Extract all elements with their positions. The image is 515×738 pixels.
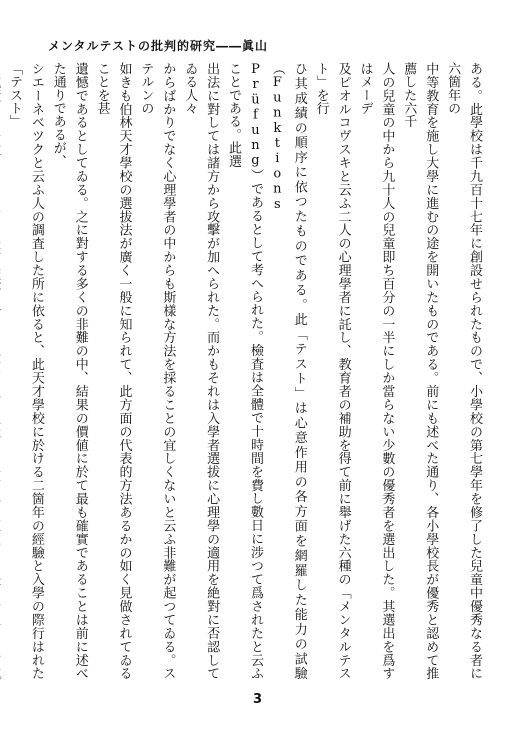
running-title: メンタルテストの批判的研究――眞山 (48, 39, 269, 53)
text-line: 遺憾であるとしてゐる。之に對する多くの非難の中、結果の價値に於て最も確實であることは前に述べた通りであるが、 (50, 62, 88, 680)
text-line: 人の兒童の中から九十人の兒童即ち百分の一半にしか當らない少數の優秀者を選出した。其選出を爲すはメーデ (357, 62, 395, 680)
text-line: 出法に對しては諸方から攻擊が加へられた。而かもそれは入學者選拔に心理學の適用を絶對に否認してゐる人々 (182, 62, 220, 680)
page-number: 3 (252, 692, 263, 707)
text-line: Prüfung）であるとして考へられた。檢査は全體で十時間を費し數日に涉つて爲されたと云ふことである。此選 (226, 62, 263, 680)
text-line: ある。此學校は千九百十七年に創設せられたもので、小學校の第七學年を修了した兒童中優秀なる者に六箇年の (445, 62, 482, 680)
text-line: からばかりでなく心理學者の中からも斯樣な方法を採ることの宜しくないと云ふ非難が起つてゐる。ステルンの (138, 62, 176, 680)
text-line (0, 62, 3, 680)
text-line: 如きも伯林天才學校の選拔法が廣く一般に知られて、此方面の代表的方法あるかの如く見做されてゐることを甚 (94, 62, 132, 680)
body-text (6, 62, 485, 680)
text-line: ひ其成績の順序に依つたものである。此「テスト」は心意作用の各方面を網羅した能力の試驗（Funktions (269, 62, 307, 680)
text-line: 中等教育を施し大學に進むの途を開いたものである。前にも述べた通り、各小學校長が優秀と認めて推薦した六千 (401, 62, 439, 680)
text-line: シエーネベツクと云ふ人の調査した所に依ると、此天才學校に於ける二箇年の經驗と入學の際行はれた「テスト」 (6, 62, 44, 680)
text-line: 及ピオルコヴスキと云ふ二人の心理學者に託し、教育者の補助を得て前に舉げた六種の「メンタルテスト」を行 (313, 62, 351, 680)
